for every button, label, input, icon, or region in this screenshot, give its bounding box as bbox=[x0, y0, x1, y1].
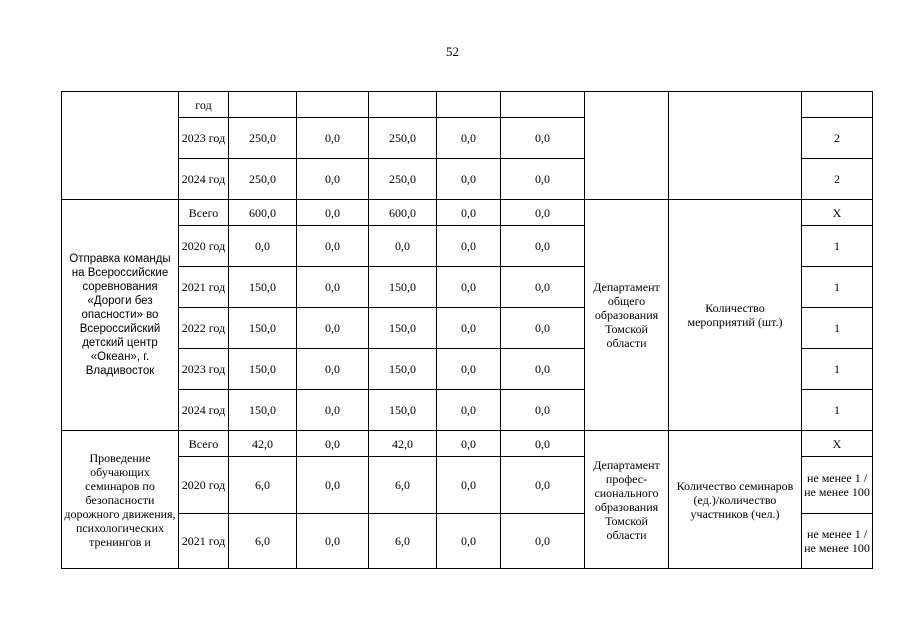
amount-cell: 0,0 bbox=[297, 514, 369, 569]
amount-cell: 0,0 bbox=[501, 200, 585, 226]
year-cell: 2021 год bbox=[179, 514, 229, 569]
amount-cell: 150,0 bbox=[369, 267, 437, 308]
amount-cell: 0,0 bbox=[437, 267, 501, 308]
amount-cell: 0,0 bbox=[437, 431, 501, 457]
amount-total: 250,0 bbox=[229, 159, 297, 200]
target-value: не менее 1 / не менее 100 bbox=[802, 457, 873, 514]
amount-cell: 0,0 bbox=[437, 159, 501, 200]
target-value: Х bbox=[802, 431, 873, 457]
target-value: 2 bbox=[802, 159, 873, 200]
target-value: не менее 1 / не менее 100 bbox=[802, 514, 873, 569]
amount-cell: 0,0 bbox=[437, 390, 501, 431]
executor-cell: Департамент профес-сионального образования Томской области bbox=[585, 431, 669, 569]
amount-cell: 0,0 bbox=[297, 349, 369, 390]
indicator-cell: Количество семинаров (ед.)/количество участников (чел.) bbox=[669, 431, 802, 569]
amount-cell: 150,0 bbox=[369, 390, 437, 431]
activity-description: Отправка команды на Всероссийские соревнования «Дороги без опасности» во Всероссийский детский центр «Океан», г. Владивосток bbox=[62, 200, 179, 431]
year-cell: год bbox=[179, 92, 229, 118]
year-cell: Всего bbox=[179, 200, 229, 226]
amount-cell: 0,0 bbox=[437, 226, 501, 267]
amount-total: 6,0 bbox=[229, 457, 297, 514]
target-value: 1 bbox=[802, 390, 873, 431]
year-cell: 2022 год bbox=[179, 308, 229, 349]
amount-cell: 0,0 bbox=[501, 349, 585, 390]
amount-total: 250,0 bbox=[229, 118, 297, 159]
amount-cell: 0,0 bbox=[501, 514, 585, 569]
amount-cell: 0,0 bbox=[437, 349, 501, 390]
table-row bbox=[62, 92, 873, 118]
amount-cell: 0,0 bbox=[501, 226, 585, 267]
year-cell: 2020 год bbox=[179, 457, 229, 514]
indicator-cell: Количество мероприятий (шт.) bbox=[669, 200, 802, 431]
amount-cell: 0,0 bbox=[501, 457, 585, 514]
amount-cell: 0,0 bbox=[297, 457, 369, 514]
page-number: 52 bbox=[446, 44, 459, 59]
target-value: Х bbox=[802, 200, 873, 226]
executor-cell: Департамент общего образования Томской области bbox=[585, 200, 669, 431]
amount-cell: 600,0 bbox=[369, 200, 437, 226]
activity-description: Проведение обучающих семинаров по безопасности дорожного движения, психологических тренингов и bbox=[62, 431, 179, 569]
activity-cell-empty bbox=[62, 92, 179, 200]
amount-cell: 0,0 bbox=[297, 390, 369, 431]
amount-cell: 150,0 bbox=[369, 349, 437, 390]
amount-cell: 0,0 bbox=[437, 118, 501, 159]
amount-total: 6,0 bbox=[229, 514, 297, 569]
table-row bbox=[62, 200, 873, 226]
target-value: 1 bbox=[802, 308, 873, 349]
year-cell: 2023 год bbox=[179, 118, 229, 159]
program-activities-table bbox=[61, 91, 873, 569]
amount-total: 150,0 bbox=[229, 349, 297, 390]
amount-cell: 250,0 bbox=[369, 159, 437, 200]
table-row bbox=[62, 431, 873, 457]
amount-cell: 0,0 bbox=[437, 514, 501, 569]
amount-cell: 0,0 bbox=[437, 200, 501, 226]
amount-cell: 0,0 bbox=[297, 308, 369, 349]
amount-cell: 6,0 bbox=[369, 457, 437, 514]
amount-cell: 0,0 bbox=[501, 431, 585, 457]
amount-cell: 0,0 bbox=[297, 226, 369, 267]
amount-cell: 0,0 bbox=[297, 159, 369, 200]
year-cell: Всего bbox=[179, 431, 229, 457]
amount-cell: 0,0 bbox=[297, 118, 369, 159]
amount-cell: 0,0 bbox=[501, 308, 585, 349]
target-value: 1 bbox=[802, 226, 873, 267]
year-cell: 2020 год bbox=[179, 226, 229, 267]
amount-cell: 0,0 bbox=[437, 457, 501, 514]
target-value: 1 bbox=[802, 349, 873, 390]
executor-cell-empty bbox=[585, 92, 669, 200]
amount-total: 600,0 bbox=[229, 200, 297, 226]
amount-cell: 42,0 bbox=[369, 431, 437, 457]
amount-total: 150,0 bbox=[229, 390, 297, 431]
amount-cell: 0,0 bbox=[501, 159, 585, 200]
amount-total: 42,0 bbox=[229, 431, 297, 457]
amount-cell: 250,0 bbox=[369, 118, 437, 159]
amount-cell: 0,0 bbox=[369, 226, 437, 267]
year-cell: 2021 год bbox=[179, 267, 229, 308]
year-cell: 2023 год bbox=[179, 349, 229, 390]
amount-cell: 0,0 bbox=[501, 390, 585, 431]
amount-cell: 0,0 bbox=[297, 431, 369, 457]
amount-cell: 150,0 bbox=[369, 308, 437, 349]
amount-cell: 0,0 bbox=[501, 267, 585, 308]
indicator-cell-empty bbox=[669, 92, 802, 200]
amount-cell: 0,0 bbox=[297, 267, 369, 308]
year-cell: 2024 год bbox=[179, 390, 229, 431]
amount-total: 0,0 bbox=[229, 226, 297, 267]
amount-cell: 0,0 bbox=[437, 308, 501, 349]
amount-total: 150,0 bbox=[229, 308, 297, 349]
target-value: 2 bbox=[802, 118, 873, 159]
amount-cell: 0,0 bbox=[501, 118, 585, 159]
amount-cell: 6,0 bbox=[369, 514, 437, 569]
amount-cell: 0,0 bbox=[297, 200, 369, 226]
year-cell: 2024 год bbox=[179, 159, 229, 200]
target-value: 1 bbox=[802, 267, 873, 308]
amount-total: 150,0 bbox=[229, 267, 297, 308]
